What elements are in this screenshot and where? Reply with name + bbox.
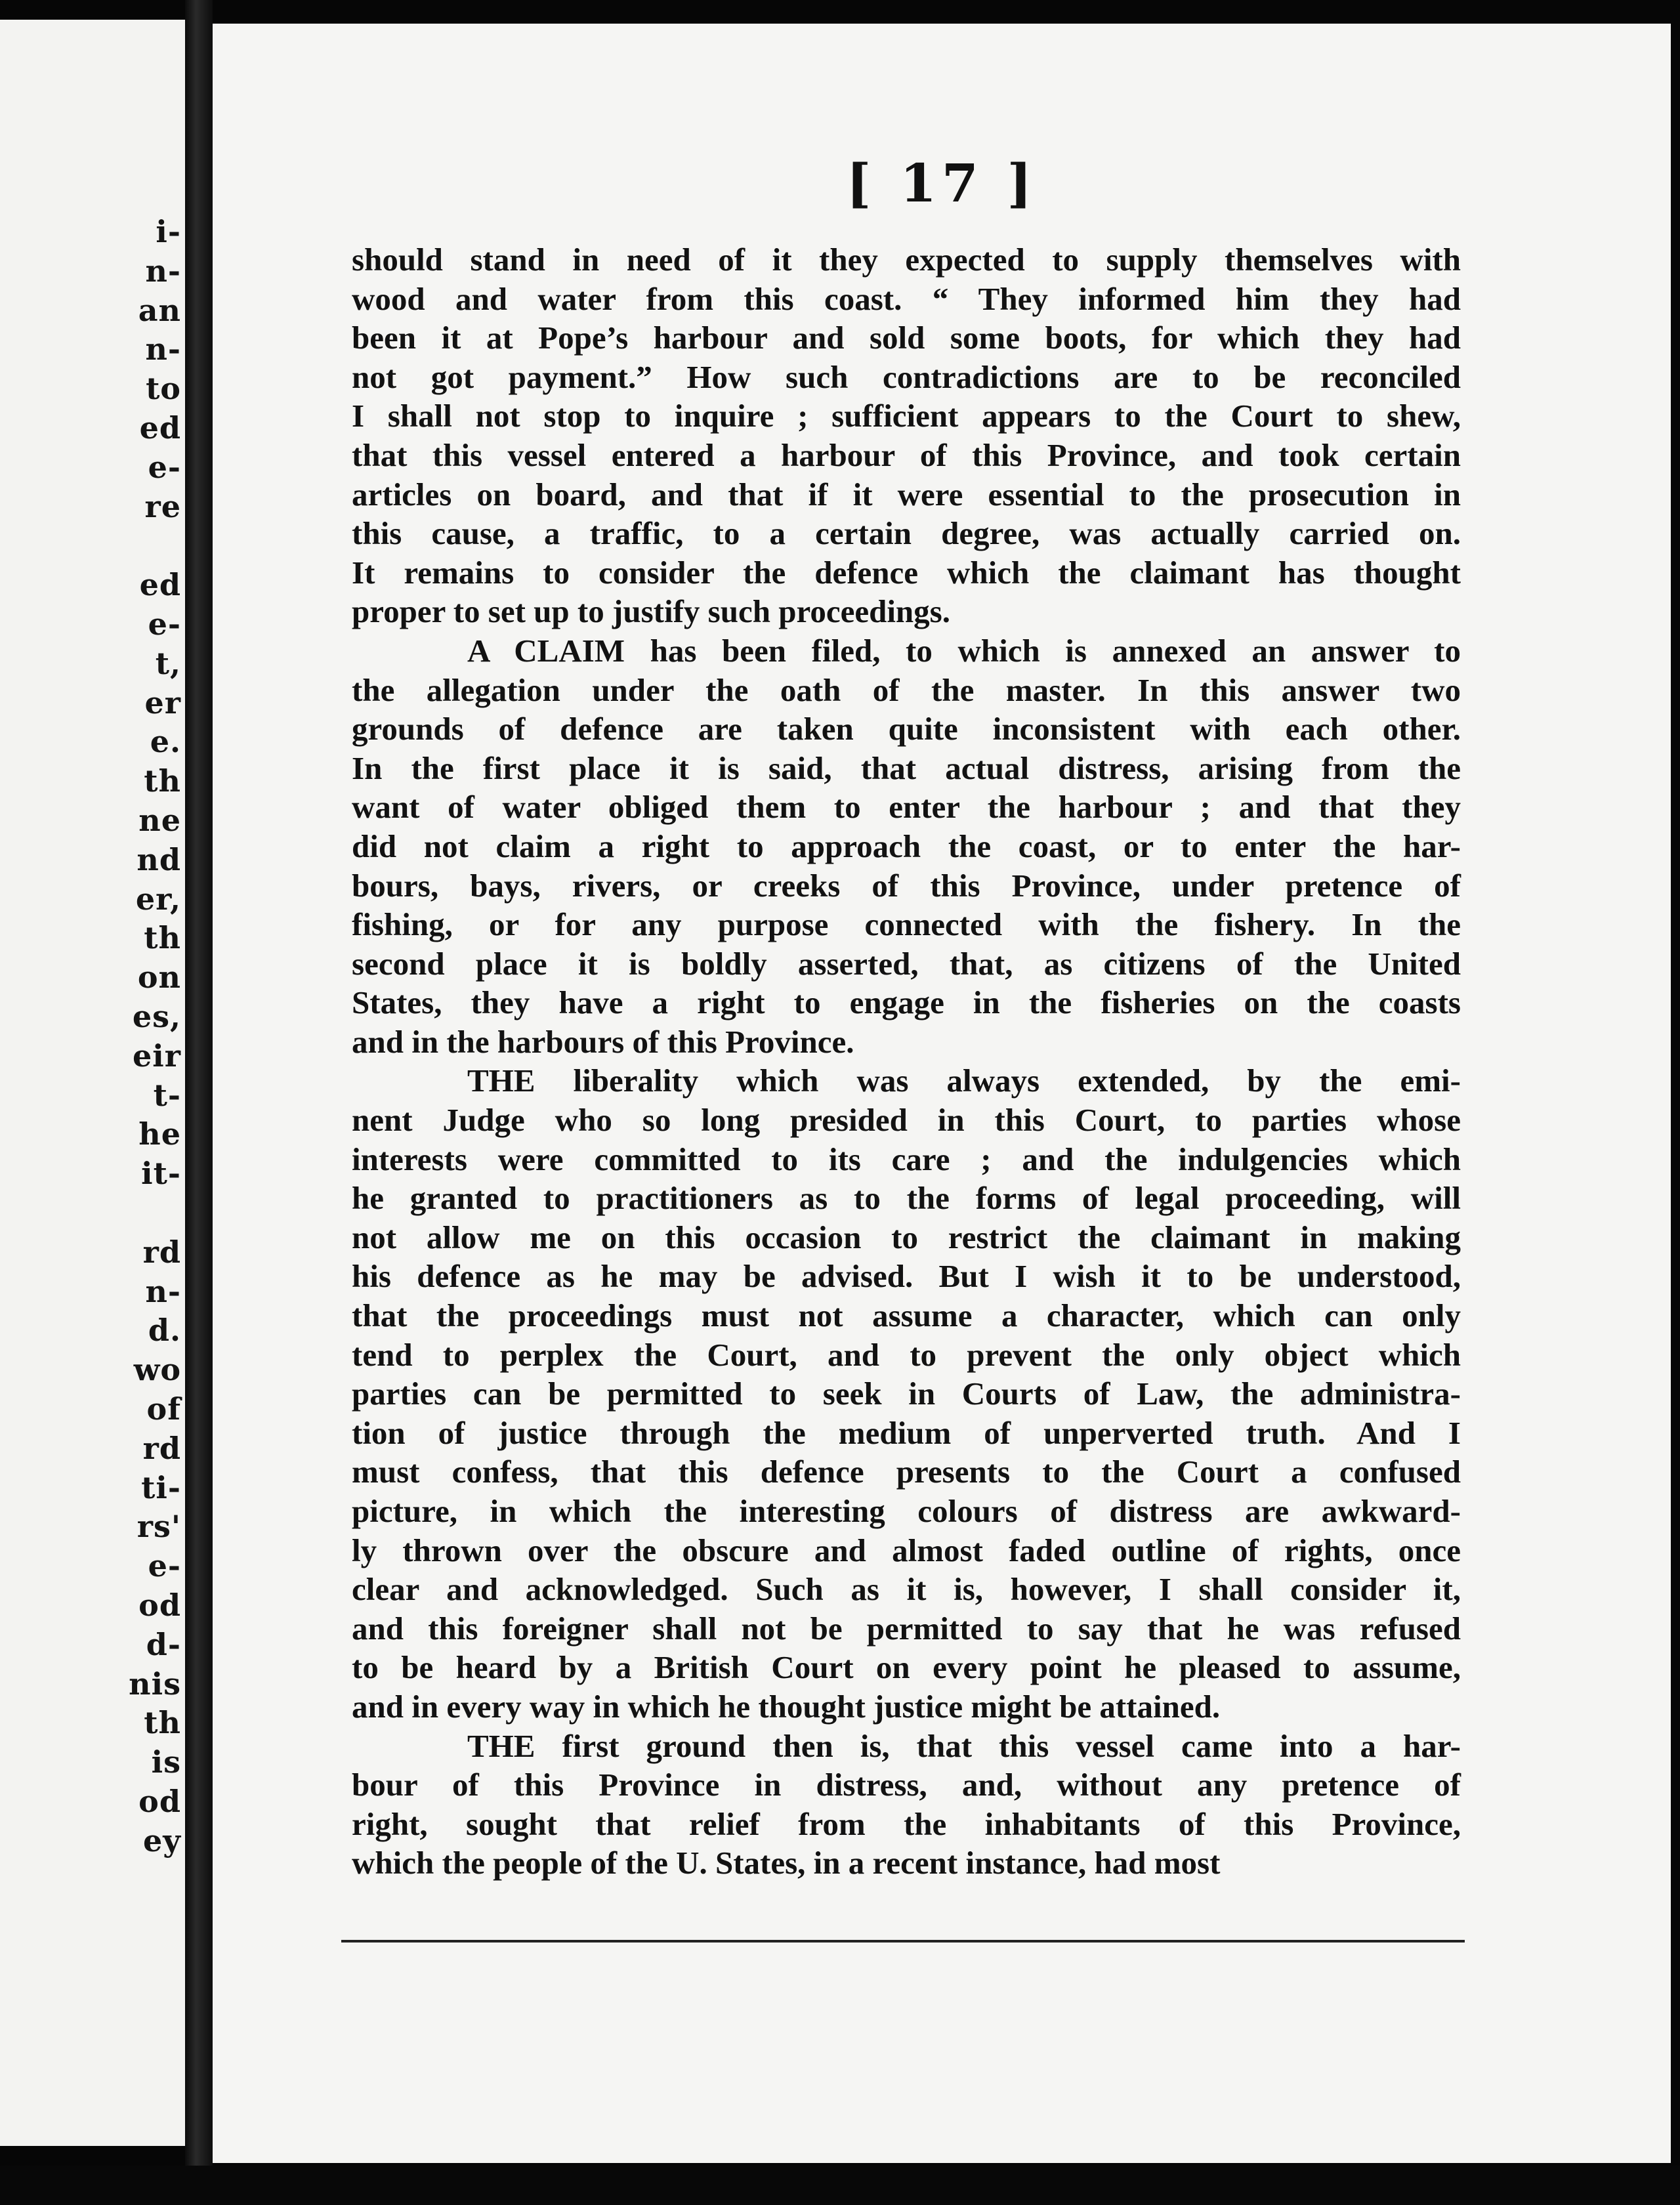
margin-fragment: eir [133,1038,181,1074]
text-line: that the proceedings must not assume a character, which can only [352,1297,1461,1334]
margin-fragment: d- [146,1626,181,1662]
text-line: States, they have a right to engage in the fisheries on the coasts [352,984,1461,1021]
page-number: [ 17 ] [846,152,1038,214]
margin-fragment: it- [141,1156,181,1192]
margin-fragment: ed [139,567,181,603]
text-line: ly thrown over the obscure and almost faded outline of rights, once [352,1532,1461,1568]
margin-fragment: t, [155,645,181,681]
bottom-rule [341,1940,1465,1942]
text-line: want of water obliged them to enter the harbour ; and that they [352,789,1461,826]
margin-fragment: rd [142,1234,181,1270]
text-line: right, sought that relief from the inhabitants of this Province, [352,1805,1461,1842]
text-line: not got payment.” How such contradictions are to be reconciled [352,358,1461,395]
margin-fragment: re [144,488,181,524]
text-line: bours, bays, rivers, or creeks of this Province, under pretence of [352,867,1461,904]
margin-fragment: ne [138,803,181,838]
margin-fragment: of [146,1391,181,1427]
margin-fragment: is [151,1744,181,1780]
text-line: the allegation under the oath of the master. In this answer two [352,671,1461,708]
margin-fragment: n- [145,1273,181,1309]
margin-fragment: nd [136,841,181,877]
text-line: fishing, or for any purpose connected with the fishery. In the [352,906,1461,943]
text-line: should stand in need of it they expected to supply themselves with [352,242,1461,278]
text-line: parties can be permitted to seek in Courts of Law, the administra- [352,1376,1461,1412]
text-line: and in the harbours of this Province. [352,1023,854,1060]
text-line: A CLAIM has been filed, to which is annexed an answer to [467,632,1461,669]
text-line: that this vessel entered a harbour of this Province, and took certain [352,436,1461,473]
text-line: his defence as he may be advised. But I wish it to be understood, [352,1258,1461,1295]
margin-fragment: e- [148,606,181,642]
text-line: not allow me on this occasion to restrict the claimant in making [352,1219,1461,1255]
margin-fragment: t- [153,1077,181,1113]
text-line: bour of this Province in distress, and, without any pretence of [352,1767,1461,1803]
margin-fragment: ed [139,410,181,446]
text-line: THE first ground then is, that this vessel came into a har- [467,1727,1461,1764]
text-line: and this foreigner shall not be permitted to say that he was refused [352,1610,1461,1647]
margin-fragment: ey [143,1822,181,1858]
text-line: grounds of defence are taken quite inconsistent with each other. [352,711,1461,747]
text-line: clear and acknowledged. Such as it is, however, I shall consider it, [352,1571,1461,1608]
right-page [213,24,1671,2163]
text-line: interests were committed to its care ; and the indulgencies which [352,1141,1461,1177]
margin-fragment: d. [148,1312,181,1349]
margin-fragment: n- [145,253,181,289]
text-line: nent Judge who so long presided in this Court, to parties whose [352,1102,1461,1139]
body-text [352,240,1461,1883]
margin-fragment: an [138,292,181,328]
left-page-edge [0,20,185,2146]
margin-fragment: wo [133,1352,181,1388]
margin-fragment: rd [142,1430,181,1466]
margin-fragment: rs' [136,1509,181,1545]
text-line: been it at Pope’s harbour and sold some boots, for which they had [352,320,1461,356]
text-line: tend to perplex the Court, and to prevent the only object which [352,1336,1461,1373]
text-line: to be heard by a British Court on every point he pleased to assume, [352,1649,1461,1686]
text-line: articles on board, and that if it were essential to the prosecution in [352,476,1461,513]
margin-fragment: e- [148,1548,181,1584]
margin-fragment: on [137,959,181,996]
text-line: proper to set up to justify such proceedings. [352,593,951,630]
text-line: I shall not stop to inquire ; sufficient appears to the Court to shew, [352,398,1461,434]
margin-fragment: er, [135,881,181,917]
margin-fragment: he [138,1116,181,1152]
margin-fragment: od [138,1784,181,1819]
text-line: did not claim a right to approach the coast, or to enter the har- [352,828,1461,864]
margin-fragment: e- [148,449,181,485]
text-line: which the people of the U. States, in a recent instance, had most [352,1845,1221,1881]
margin-fragment: od [138,1587,181,1623]
text-line: and in every way in which he thought justice might be attained. [352,1688,1221,1725]
text-line: wood and water from this coast. “ They informed him they had [352,280,1461,317]
margin-fragment: er [144,684,181,721]
margin-fragment: ti- [141,1469,181,1505]
text-line: picture, in which the interesting colours of distress are awkward- [352,1493,1461,1529]
text-line: tion of justice through the medium of unperverted truth. And I [352,1414,1461,1451]
text-line: he granted to practitioners as to the forms of legal proceeding, will [352,1180,1461,1217]
book-gutter [185,0,213,2205]
scan-bottom-border [0,2166,1680,2205]
margin-fragment: to [146,371,181,407]
margin-fragment: th [144,920,181,956]
text-line: this cause, a traffic, to a certain degree, was actually carried on. [352,515,1461,552]
margin-fragment: th [144,1705,181,1741]
margin-fragment: e. [150,724,181,760]
margin-fragment: i- [156,214,181,249]
text-line: must confess, that this defence presents to the Court a confused [352,1454,1461,1490]
margin-fragment: th [144,763,181,799]
margin-fragment: n- [145,331,181,368]
margin-fragment: nis [129,1666,181,1702]
margin-fragment: es, [132,999,181,1034]
text-line: second place it is boldly asserted, that, as citizens of the United [352,945,1461,982]
text-line: THE liberality which was always extended, by the emi- [467,1062,1461,1099]
text-line: In the first place it is said, that actual distress, arising from the [352,749,1461,786]
text-line: It remains to consider the defence which the claimant has thought [352,554,1461,591]
